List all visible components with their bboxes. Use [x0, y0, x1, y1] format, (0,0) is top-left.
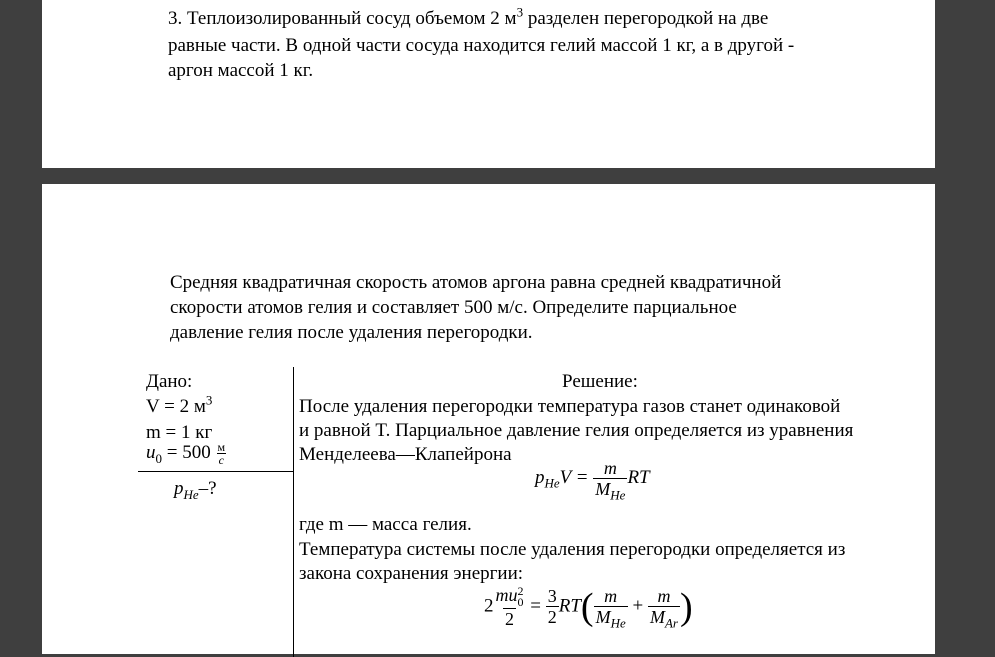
find-symbol: p — [174, 478, 184, 499]
given-find — [174, 476, 217, 502]
eq1-p-sub: He — [544, 475, 560, 491]
speed-unit-num: м — [217, 440, 226, 455]
eq2-open-paren: ( — [580, 585, 594, 628]
eq1-rhs: RT — [627, 466, 650, 488]
eq2-frac-3-num: m — [604, 586, 618, 607]
eq2-mu: mu — [495, 585, 518, 605]
eq2-equals: = — [530, 595, 541, 617]
eq2-supsub — [517, 583, 524, 609]
eq2-frac-3 — [594, 586, 628, 632]
find-question: –? — [198, 478, 217, 499]
solution-line-1: После удаления перегородки температура газов станет одинаковой — [299, 396, 841, 417]
table-horizontal-divider — [138, 471, 294, 472]
page-1 — [42, 0, 935, 168]
eq1-den-m: M — [595, 479, 611, 499]
problem-line-3: аргон массой 1 кг. — [168, 60, 314, 81]
eq2-frac-3-den-m: M — [595, 607, 611, 628]
given-mass: m = 1 кг — [146, 422, 213, 443]
eq2-frac-1 — [494, 585, 526, 629]
eq2-sup: 2 — [517, 583, 524, 598]
eq2-frac-4 — [648, 586, 680, 632]
eq2-frac-4-num: m — [657, 586, 671, 607]
eq2-frac-3-den — [594, 606, 628, 632]
eq2-frac-2-den: 2 — [547, 607, 557, 628]
eq2-frac-4-den — [648, 606, 680, 632]
eq2-close-paren: ) — [679, 585, 693, 628]
given-speed-value: = 500 — [162, 442, 211, 463]
eq2-coef: 2 — [484, 595, 494, 617]
eq2-frac-4-den-m: M — [649, 607, 665, 628]
equation-energy — [484, 583, 693, 632]
cube-exponent: 3 — [516, 4, 524, 20]
eq2-rt: RT — [558, 595, 581, 617]
eq2-frac-2-num: 3 — [547, 586, 557, 607]
speed-unit-den: с — [218, 453, 224, 468]
given-title: Дано: — [146, 371, 193, 392]
eq2-plus: + — [632, 595, 644, 617]
given-speed-symbol: u — [146, 442, 156, 463]
eq1-fraction — [593, 458, 627, 503]
given-volume-exp: 3 — [205, 392, 213, 408]
eq2-frac-1-num — [494, 585, 526, 608]
intro-line-2: скорости атомов гелия и составляет 500 м/с. Определите парциальное — [170, 297, 737, 318]
problem-line-1 — [168, 6, 768, 31]
eq2-frac-2 — [546, 586, 559, 627]
given-volume-text: V = 2 м — [146, 396, 206, 417]
table-vertical-divider — [293, 367, 294, 657]
eq1-den-sub: He — [610, 487, 626, 503]
eq2-frac-3-den-sub: He — [610, 616, 626, 632]
solution-line-3: Менделеева—Клапейрона — [299, 444, 512, 465]
intro-line-3: давление гелия после удаления перегородки. — [170, 322, 533, 343]
problem-line-1-text: 3. Теплоизолированный сосуд объемом 2 м — [168, 8, 517, 29]
eq1-lhs: V = — [559, 466, 589, 488]
speed-unit-fraction — [215, 441, 227, 466]
given-speed — [146, 440, 227, 466]
problem-line-2: равные части. В одной части сосуда находится гелий массой 1 кг, а в другой - — [168, 35, 795, 56]
eq1-num: m — [603, 458, 617, 478]
eq2-sub: 0 — [517, 594, 524, 609]
page-2 — [42, 184, 935, 654]
solution-line-2: и равной T. Парциальное давление гелия определяется из уравнения — [299, 420, 854, 441]
solution-line-5: закона сохранения энергии: — [299, 563, 524, 584]
given-speed-sub: 0 — [155, 450, 162, 466]
solution-line-4: Температура системы после удаления перегородки определяется из — [299, 539, 846, 560]
eq2-frac-4-den-sub: Ar — [664, 616, 678, 632]
equation-mendeleev — [535, 458, 650, 503]
eq1-den — [593, 478, 627, 503]
eq2-frac-1-den: 2 — [505, 608, 514, 629]
given-volume — [146, 394, 212, 420]
problem-line-1-tail: разделен перегородкой на две — [523, 8, 769, 29]
find-sub: He — [183, 486, 199, 502]
solution-where: где m — масса гелия. — [299, 514, 472, 535]
eq1-p: p — [535, 466, 545, 488]
intro-line-1: Средняя квадратичная скорость атомов аргона равна средней квадратичной — [170, 272, 782, 293]
solution-title: Решение: — [562, 371, 638, 392]
